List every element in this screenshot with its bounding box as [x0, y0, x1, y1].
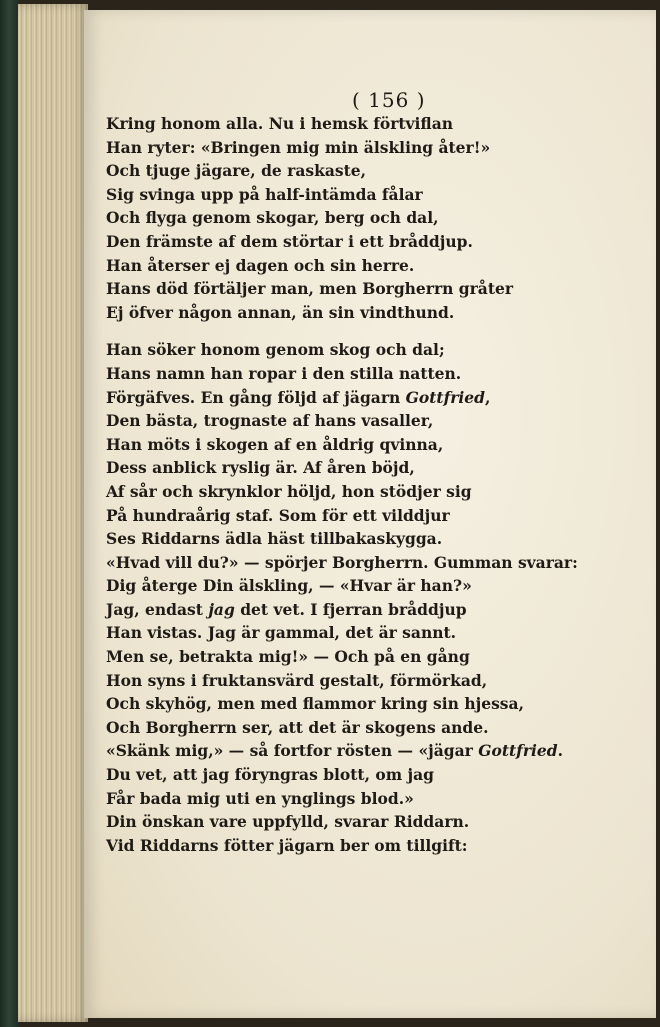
- poem-line: Och flyga genom skogar, berg och dal,: [106, 208, 439, 228]
- poem-line: Men se, betrakta mig!» — Och på en gång: [106, 647, 470, 667]
- poem-line: Du vet, att jag föryngras blott, om jag: [106, 765, 434, 785]
- poem-line: Ses Riddarns ädla häst tillbakaskygga.: [106, 529, 443, 549]
- poem-line: Den bästa, trognaste af hans vasaller,: [106, 411, 434, 431]
- poem-line: Hans död förtäljer man, men Borgherrn gråter: [106, 279, 514, 299]
- poem-line: Han söker honom genom skog och dal;: [106, 340, 445, 360]
- poem-line: Sig svinga upp på half-intämda fålar: [106, 184, 423, 204]
- page-edges: [18, 4, 88, 1022]
- poem-line: Hon syns i fruktansvärd gestalt, förmörkad,: [106, 670, 488, 690]
- poem-line: Och skyhög, men med flammor kring sin hjessa,: [106, 694, 524, 714]
- poem-line: Förgäfves. En gång följd af jägarn Gottfried,: [106, 387, 491, 407]
- poem-line: Dess anblick ryslig är. Af åren böjd,: [106, 458, 415, 478]
- stanza-1: [106, 112, 578, 324]
- poem-text: [106, 112, 578, 857]
- poem-line: Af sår och skrynklor höljd, hon stödjer sig: [106, 481, 472, 501]
- poem-line: «Hvad vill du?» — spörjer Borgherrn. Gumman svarar:: [106, 552, 578, 572]
- book-spine: [0, 0, 20, 1027]
- poem-line: Dig återge Din älskling, — «Hvar är han?»: [106, 576, 472, 596]
- poem-line: Han ryter: «Bringen mig min älskling åter!»: [106, 137, 491, 157]
- poem-line: Jag, endast jag det vet. I fjerran bråddjup: [106, 599, 467, 619]
- poem-line: Och tjuge jägare, de raskaste,: [106, 161, 367, 181]
- poem-line: Och Borgherrn ser, att det är skogens ande.: [106, 717, 489, 737]
- poem-line: Han vistas. Jag är gammal, det är sannt.: [106, 623, 457, 643]
- stanza-gap: [106, 324, 578, 338]
- poem-line: Får bada mig uti en ynglings blod.»: [106, 788, 414, 808]
- poem-line: Vid Riddarns fötter jägarn ber om tillgift:: [106, 835, 468, 855]
- poem-line: På hundraårig staf. Som för ett vilddjur: [106, 505, 450, 525]
- poem-line: Hans namn han ropar i den stilla natten.: [106, 363, 462, 383]
- stanza-2: [106, 338, 578, 857]
- page-number: ( 156 ): [352, 88, 426, 112]
- poem-line: Kring honom alla. Nu i hemsk förtviflan: [106, 114, 454, 133]
- poem-line: Han möts i skogen af en åldrig qvinna,: [106, 434, 444, 454]
- poem-line: Han återser ej dagen och sin herre.: [106, 255, 415, 275]
- poem-line: Din önskan vare uppfylld, svarar Riddarn.: [106, 812, 470, 832]
- poem-line: Den främste af dem störtar i ett bråddjup.: [106, 231, 473, 251]
- poem-line: «Skänk mig,» — så fortfor rösten — «jägar Gottfried.: [106, 741, 563, 761]
- poem-line: Ej öfver någon annan, än sin vindthund.: [106, 302, 455, 322]
